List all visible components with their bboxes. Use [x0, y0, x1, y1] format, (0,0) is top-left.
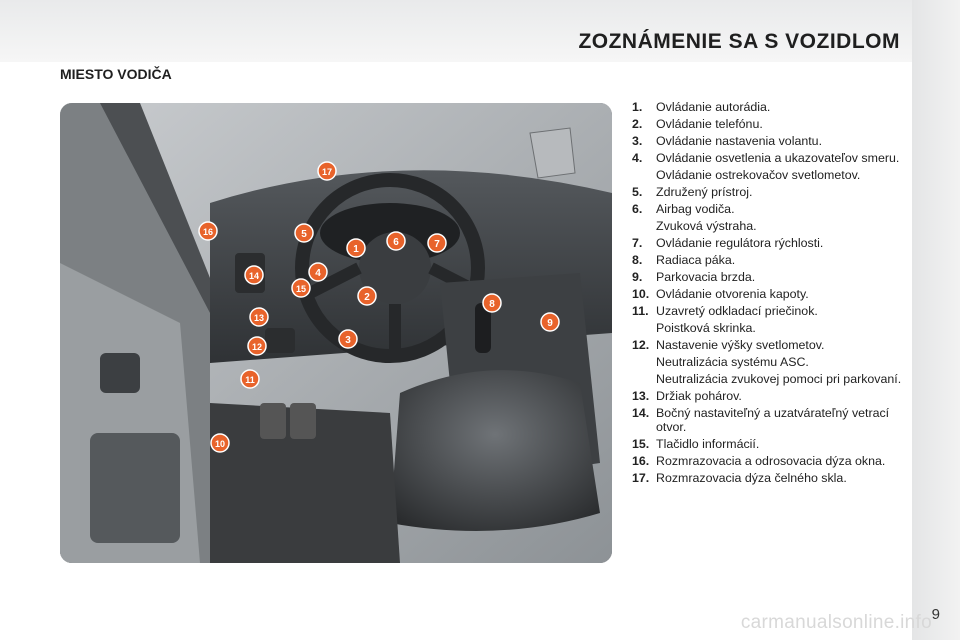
legend-text: Uzavretý odkladací priečinok. — [656, 304, 818, 318]
marker-6: 6 — [393, 237, 399, 248]
legend-list — [632, 100, 912, 488]
legend-text: Ovládanie telefónu. — [656, 117, 763, 131]
illustration-svg — [60, 103, 612, 563]
legend-number: 17. — [632, 471, 650, 485]
legend-number: 8. — [632, 253, 643, 267]
legend-number: 2. — [632, 117, 643, 131]
legend-item — [632, 202, 912, 216]
legend-item — [632, 338, 912, 352]
legend-text: Airbag vodiča. — [656, 202, 735, 216]
marker-9: 9 — [547, 318, 553, 329]
legend-item — [632, 151, 912, 165]
legend-item — [632, 253, 912, 267]
marker-8: 8 — [489, 299, 495, 310]
legend-item — [632, 270, 912, 284]
driver-area-illustration — [60, 103, 612, 563]
marker-2: 2 — [364, 292, 370, 303]
marker-17: 17 — [321, 167, 333, 177]
legend-item — [632, 304, 912, 318]
legend-number: 11. — [632, 304, 649, 318]
legend-item — [632, 134, 912, 148]
legend-number — [632, 372, 656, 386]
legend-number — [632, 168, 656, 182]
legend-item — [632, 168, 912, 182]
legend-item — [632, 185, 912, 199]
marker-12: 12 — [251, 342, 263, 352]
legend-text: Ovládanie ostrekovačov svetlometov. — [656, 168, 861, 182]
legend-text: Radiaca páka. — [656, 253, 736, 267]
legend-item — [632, 372, 912, 386]
legend-text: Držiak pohárov. — [656, 389, 742, 403]
legend-item — [632, 100, 912, 114]
legend-item — [632, 321, 912, 335]
legend-item — [632, 454, 912, 468]
legend-number: 7. — [632, 236, 643, 250]
door-handle — [100, 353, 140, 393]
legend-text: Rozmrazovacia a odrosovacia dýza okna. — [656, 454, 886, 468]
section-title: MIESTO VODIČA — [60, 66, 172, 82]
legend-text: Poistková skrinka. — [656, 321, 756, 335]
legend-item — [632, 219, 912, 233]
legend-text: Parkovacia brzda. — [656, 270, 756, 284]
switch-panel — [265, 328, 295, 353]
marker-14: 14 — [248, 271, 260, 281]
legend-number — [632, 355, 656, 369]
legend-item — [632, 287, 912, 301]
marker-11: 11 — [245, 375, 255, 385]
watermark: carmanualsonline.info — [740, 612, 932, 633]
legend-number — [632, 219, 656, 233]
legend-item — [632, 117, 912, 131]
marker-10: 10 — [214, 439, 226, 449]
legend-number — [632, 321, 656, 335]
legend-text: Nastavenie výšky svetlometov. — [656, 338, 825, 352]
marker-5: 5 — [301, 229, 307, 240]
marker-1: 1 — [353, 244, 359, 255]
legend-item — [632, 389, 912, 403]
legend-number: 4. — [632, 151, 643, 165]
legend-number: 12. — [632, 338, 650, 352]
marker-4: 4 — [315, 268, 321, 279]
marker-13: 13 — [253, 313, 265, 323]
pedal-accelerator — [290, 403, 316, 439]
legend-number: 6. — [632, 202, 643, 216]
legend-number: 15. — [632, 437, 650, 451]
door-pocket — [90, 433, 180, 543]
legend-text: Tlačidlo informácií. — [656, 437, 760, 451]
legend-number: 3. — [632, 134, 643, 148]
page-edge-strip — [912, 0, 960, 640]
legend-text: Neutralizácia zvukovej pomoci pri parkovaní. — [656, 372, 902, 386]
legend-number: 9. — [632, 270, 643, 284]
legend-text: Ovládanie otvorenia kapoty. — [656, 287, 809, 301]
legend-text: Ovládanie autorádia. — [656, 100, 771, 114]
side-mirror — [530, 128, 575, 178]
legend-item — [632, 236, 912, 250]
legend-item — [632, 406, 912, 434]
legend-item — [632, 355, 912, 369]
legend-text: Ovládanie nastavenia volantu. — [656, 134, 823, 148]
marker-3: 3 — [345, 335, 351, 346]
legend-text: Zvuková výstraha. — [656, 219, 757, 233]
legend-text: Bočný nastaviteľný a uzatvárateľný vetrací otvor. — [656, 406, 890, 434]
pedal-brake — [260, 403, 286, 439]
driver-seat — [390, 370, 600, 531]
page-number: 9 — [931, 606, 940, 623]
marker-7: 7 — [434, 239, 440, 250]
legend-text: Neutralizácia systému ASC. — [656, 355, 809, 369]
legend-number: 13. — [632, 389, 650, 403]
legend-item — [632, 471, 912, 485]
legend-text: Ovládanie regulátora rýchlosti. — [656, 236, 824, 250]
legend-number: 1. — [632, 100, 643, 114]
legend-text: Rozmrazovacia dýza čelného skla. — [656, 471, 847, 485]
page-title: ZOZNÁMENIE SA S VOZIDLOM — [578, 30, 900, 53]
legend-text: Ovládanie osvetlenia a ukazovateľov smeru. — [656, 151, 900, 165]
legend-number: 14. — [632, 406, 650, 420]
legend-number: 16. — [632, 454, 650, 468]
legend-number: 5. — [632, 185, 643, 199]
legend-item — [632, 437, 912, 451]
marker-15: 15 — [295, 284, 307, 294]
marker-16: 16 — [202, 227, 214, 237]
legend-text: Združený prístroj. — [656, 185, 753, 199]
legend-number: 10. — [632, 287, 650, 301]
